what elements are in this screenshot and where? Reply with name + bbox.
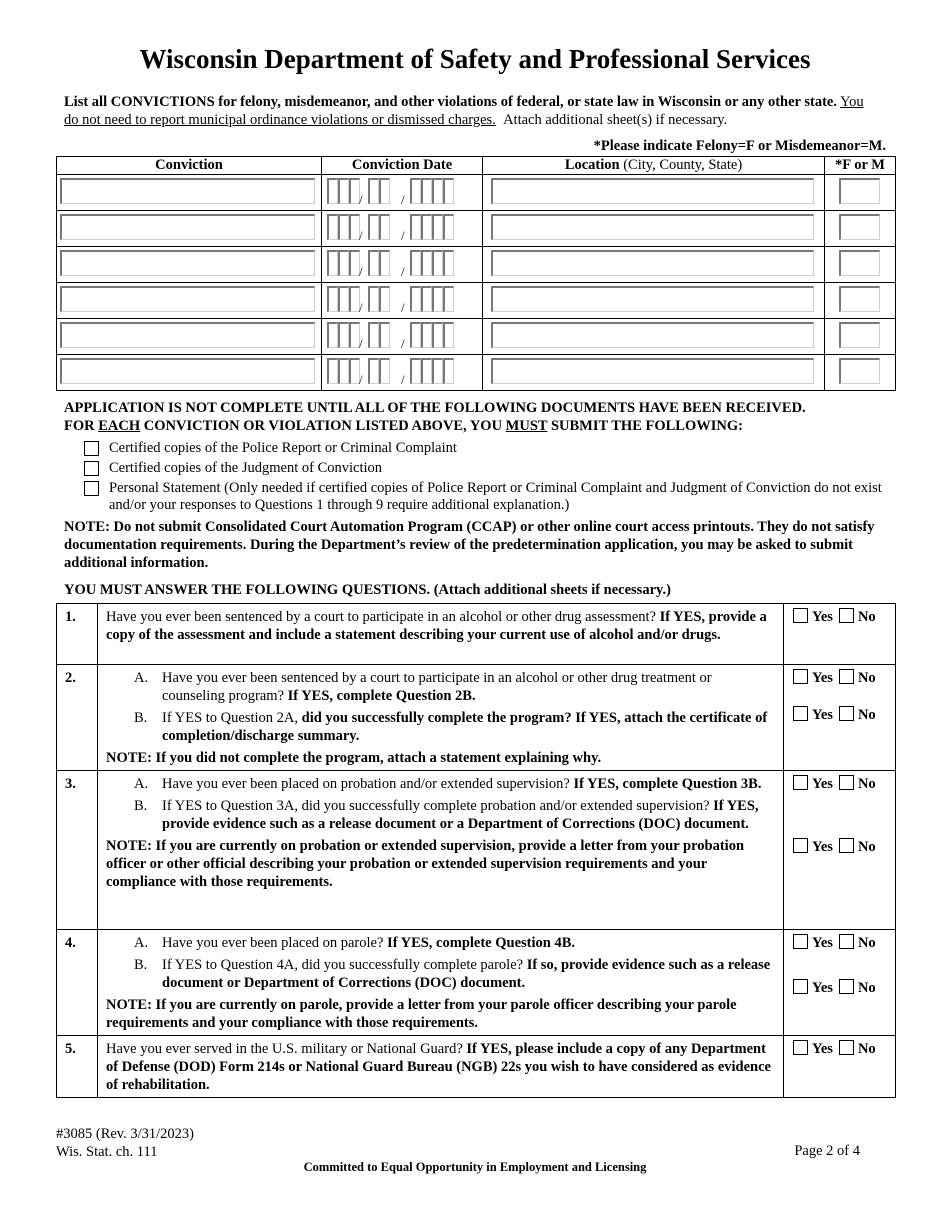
q4a-yes-no	[793, 934, 895, 952]
date-digit-box[interactable]	[410, 358, 421, 384]
intro-bold-text: List all CONVICTIONS for felony, misdemeanor, and other violations of federal, or state law in Wisconsin or any other state.	[64, 94, 837, 110]
question-4a	[106, 934, 775, 952]
date-digit-box[interactable]	[421, 250, 432, 276]
req-text-middle: CONVICTION OR VIOLATION LISTED ABOVE, YOU	[140, 418, 506, 434]
checklist-label: Personal Statement (Only needed if certified copies of Police Report or Criminal Complaint and Judgment of Conviction do not exist and/or your responses to Questions 1 through 9 require additional explanation.)	[109, 480, 882, 513]
conviction-date-cell	[322, 355, 483, 391]
q2a-no-checkbox[interactable]	[839, 669, 854, 684]
date-digit-box[interactable]	[410, 214, 421, 240]
date-separator: /	[401, 300, 405, 315]
question-3a	[106, 775, 775, 793]
date-separator: /	[359, 264, 363, 279]
question-1-text: Have you ever been sentenced by a court to participate in an alcohol or other drug assessment?	[106, 609, 656, 625]
date-digit-box[interactable]	[421, 322, 432, 348]
date-digit-box[interactable]	[368, 322, 379, 348]
answer-cell	[784, 1036, 896, 1098]
date-digit-box[interactable]	[443, 178, 454, 204]
answer-cell	[784, 604, 896, 665]
q4a-no-checkbox[interactable]	[839, 934, 854, 949]
conviction-date-cell	[322, 247, 483, 283]
conviction-cell	[57, 211, 322, 247]
date-digit-box[interactable]	[327, 358, 338, 384]
yes-label: Yes	[812, 980, 833, 996]
conviction-date-cell	[322, 175, 483, 211]
date-digit-box[interactable]	[443, 286, 454, 312]
conviction-cell	[57, 247, 322, 283]
personal-statement-checkbox[interactable]	[84, 481, 99, 496]
location-input[interactable]	[491, 358, 814, 384]
q2b-yes-checkbox[interactable]	[793, 706, 808, 721]
question-text	[98, 771, 784, 930]
conviction-input[interactable]	[60, 358, 315, 384]
conviction-row	[57, 211, 896, 247]
sub-letter: A.	[134, 670, 149, 686]
no-label: No	[857, 935, 876, 951]
q3b-no-checkbox[interactable]	[839, 838, 854, 853]
conviction-date-input	[324, 322, 480, 351]
conviction-input[interactable]	[60, 178, 315, 204]
date-digit-box[interactable]	[327, 214, 338, 240]
intro-underlined-text: You do not need to report municipal ordinance violations or dismissed charges.	[64, 94, 864, 128]
felony-misdemeanor-input[interactable]	[839, 250, 880, 276]
questions-table	[56, 603, 896, 1098]
judgment-checkbox[interactable]	[84, 461, 99, 476]
conviction-date-input	[324, 358, 480, 387]
date-digit-box[interactable]	[443, 322, 454, 348]
q3a-yes-no	[793, 775, 895, 793]
date-digit-box[interactable]	[410, 322, 421, 348]
date-digit-box[interactable]	[443, 358, 454, 384]
question-2b-text: If YES to Question 2A,	[162, 710, 298, 726]
no-label: No	[857, 1041, 876, 1057]
felony-misdemeanor-cell	[825, 247, 896, 283]
question-row-4	[57, 930, 896, 1036]
date-digit-box[interactable]	[432, 178, 443, 204]
conviction-date-cell	[322, 211, 483, 247]
sub-letter: B.	[134, 957, 148, 973]
q5-yes-checkbox[interactable]	[793, 1040, 808, 1055]
date-separator: /	[359, 372, 363, 387]
q4a-yes-checkbox[interactable]	[793, 934, 808, 949]
question-2b	[106, 709, 775, 745]
sub-letter: A.	[134, 935, 149, 951]
conviction-date-input	[324, 178, 480, 207]
no-label: No	[857, 707, 876, 723]
q5-yes-no	[793, 1040, 895, 1058]
yes-label: Yes	[812, 609, 833, 625]
question-number: 1.	[57, 604, 98, 665]
date-digit-box[interactable]	[368, 250, 379, 276]
no-label: No	[857, 776, 876, 792]
conviction-cell	[57, 175, 322, 211]
date-digit-box[interactable]	[327, 250, 338, 276]
yes-label: Yes	[812, 776, 833, 792]
question-2a-text: Have you ever been sentenced by a court to participate in an alcohol or other drug treatment or counseling program?	[162, 670, 712, 704]
q5-no-checkbox[interactable]	[839, 1040, 854, 1055]
date-digit-box[interactable]	[421, 214, 432, 240]
date-digit-box[interactable]	[379, 322, 390, 348]
checklist-item-judgment	[84, 460, 884, 477]
location-cell	[483, 355, 825, 391]
convictions-header-row	[57, 157, 896, 175]
felony-misdemeanor-cell	[825, 355, 896, 391]
checklist-label: Certified copies of the Police Report or Criminal Complaint	[109, 440, 457, 456]
conviction-input[interactable]	[60, 250, 315, 276]
no-label: No	[857, 670, 876, 686]
date-separator: /	[401, 336, 405, 351]
question-2-note: NOTE: If you did not complete the program, attach a statement explaining why.	[106, 750, 602, 766]
ccap-note: NOTE: Do not submit Consolidated Court Automation Program (CCAP) or other online court access printouts. They do not satisfy documentation requirements. During the Department’s review of the predetermination application, you may be asked to submit additional information.	[64, 519, 875, 571]
checklist-label: Certified copies of the Judgment of Conviction	[109, 460, 383, 476]
felony-misdemeanor-input[interactable]	[839, 322, 880, 348]
date-digit-box[interactable]	[443, 214, 454, 240]
felony-misdemeanor-note: *Please indicate Felony=F or Misdemeanor=M.	[593, 138, 886, 154]
felony-misdemeanor-input[interactable]	[839, 358, 880, 384]
intro-instructions	[64, 93, 874, 129]
location-input[interactable]	[491, 322, 814, 348]
date-digit-box[interactable]	[432, 214, 443, 240]
felony-misdemeanor-cell	[825, 175, 896, 211]
conviction-cell	[57, 319, 322, 355]
answer-cell	[784, 665, 896, 771]
yes-label: Yes	[812, 839, 833, 855]
date-separator: /	[359, 300, 363, 315]
no-label: No	[857, 980, 876, 996]
felony-misdemeanor-input[interactable]	[839, 214, 880, 240]
q2a-yes-checkbox[interactable]	[793, 669, 808, 684]
footer-form-info	[56, 1125, 194, 1161]
required-documents-line1: APPLICATION IS NOT COMPLETE UNTIL ALL OF THE FOLLOWING DOCUMENTS HAVE BEEN RECEIVED.	[64, 400, 806, 416]
req-text-must: MUST	[505, 418, 548, 434]
date-digit-box[interactable]	[379, 250, 390, 276]
date-digit-box[interactable]	[432, 286, 443, 312]
date-digit-box[interactable]	[432, 250, 443, 276]
location-cell	[483, 283, 825, 319]
col-header-felony-or-misdemeanor: *F or M	[825, 157, 896, 175]
question-text	[98, 665, 784, 771]
question-4a-instruction: If YES, complete Question 4B.	[387, 935, 576, 951]
form-number: #3085 (Rev. 3/31/2023)	[56, 1126, 195, 1142]
q4b-yes-no	[793, 979, 895, 997]
sub-letter: A.	[134, 776, 149, 792]
date-digit-box[interactable]	[410, 178, 421, 204]
question-row-5	[57, 1036, 896, 1098]
question-3b	[106, 797, 775, 833]
date-digit-box[interactable]	[421, 358, 432, 384]
q3a-no-checkbox[interactable]	[839, 775, 854, 790]
req-text-each: EACH	[98, 418, 141, 434]
no-label: No	[857, 839, 876, 855]
conviction-input[interactable]	[60, 214, 315, 240]
conviction-row	[57, 355, 896, 391]
conviction-date-cell	[322, 319, 483, 355]
question-text	[98, 930, 784, 1036]
location-cell	[483, 211, 825, 247]
date-digit-box[interactable]	[443, 250, 454, 276]
q2a-yes-no	[793, 669, 895, 687]
date-separator: /	[359, 336, 363, 351]
conviction-input[interactable]	[60, 322, 315, 348]
checklist-item-personal-statement	[84, 480, 884, 514]
date-digit-box[interactable]	[338, 286, 349, 312]
yes-label: Yes	[812, 1041, 833, 1057]
required-documents-line2	[64, 417, 884, 435]
yes-label: Yes	[812, 670, 833, 686]
location-header-plain: (City, County, State)	[623, 157, 743, 173]
checklist-item-police-report	[84, 440, 884, 457]
date-separator: /	[401, 372, 405, 387]
date-digit-box[interactable]	[327, 322, 338, 348]
conviction-cell	[57, 355, 322, 391]
conviction-date-input	[324, 250, 480, 279]
question-4b-instruction: If so, provide evidence such as a release document or Department of Corrections (DOC) document.	[162, 957, 771, 991]
date-digit-box[interactable]	[338, 322, 349, 348]
q4b-no-checkbox[interactable]	[839, 979, 854, 994]
date-digit-box[interactable]	[368, 178, 379, 204]
date-digit-box[interactable]	[432, 358, 443, 384]
q4b-yes-checkbox[interactable]	[793, 979, 808, 994]
conviction-row	[57, 175, 896, 211]
q3b-yes-no	[793, 838, 895, 856]
conviction-row	[57, 283, 896, 319]
conviction-input[interactable]	[60, 286, 315, 312]
question-number: 4.	[57, 930, 98, 1036]
q2b-no-checkbox[interactable]	[839, 706, 854, 721]
question-5-text: Have you ever served in the U.S. military or National Guard?	[106, 1041, 463, 1057]
date-digit-box[interactable]	[338, 250, 349, 276]
conviction-date-cell	[322, 283, 483, 319]
q1-yes-checkbox[interactable]	[793, 608, 808, 623]
question-4-note: NOTE: If you are currently on parole, provide a letter from your parole officer describing your parole requirements and your compliance with those requirements.	[106, 997, 737, 1031]
date-digit-box[interactable]	[368, 358, 379, 384]
q1-no-checkbox[interactable]	[839, 608, 854, 623]
question-row-3	[57, 771, 896, 930]
question-text	[98, 604, 784, 665]
sub-letter: B.	[134, 798, 148, 814]
felony-misdemeanor-input[interactable]	[839, 286, 880, 312]
question-2a	[106, 669, 775, 705]
date-digit-box[interactable]	[432, 322, 443, 348]
question-4b	[106, 956, 775, 992]
question-4a-text: Have you ever been placed on parole?	[162, 935, 384, 951]
felony-misdemeanor-input[interactable]	[839, 178, 880, 204]
date-separator: /	[401, 264, 405, 279]
question-3a-text: Have you ever been placed on probation and/or extended supervision?	[162, 776, 570, 792]
col-header-location	[483, 157, 825, 175]
question-5-instruction: If YES, please include a copy of any Department of Defense (DOD) Form 214s or National Guard Bureau (NGB) 22s you wish to have considered as evidence of rehabilitation.	[106, 1041, 771, 1093]
date-digit-box[interactable]	[379, 178, 390, 204]
date-digit-box[interactable]	[368, 286, 379, 312]
col-header-conviction-date: Conviction Date	[322, 157, 483, 175]
question-number: 3.	[57, 771, 98, 930]
question-row-2	[57, 665, 896, 771]
col-header-conviction: Conviction	[57, 157, 322, 175]
date-digit-box[interactable]	[338, 178, 349, 204]
date-digit-box[interactable]	[410, 250, 421, 276]
question-3b-instruction: If YES, provide evidence such as a release document or a Department of Corrections (DOC) document.	[162, 798, 759, 832]
date-separator: /	[401, 192, 405, 207]
q1-yes-no	[793, 608, 895, 626]
question-2a-instruction: If YES, complete Question 2B.	[287, 688, 476, 704]
conviction-date-input	[324, 214, 480, 243]
required-documents-checklist	[84, 440, 884, 517]
date-separator: /	[359, 192, 363, 207]
req-text-for: FOR	[64, 418, 99, 434]
location-cell	[483, 247, 825, 283]
page-title: Wisconsin Department of Safety and Professional Services	[139, 44, 811, 74]
yes-label: Yes	[812, 707, 833, 723]
questions-heading: YOU MUST ANSWER THE FOLLOWING QUESTIONS. (Attach additional sheets if necessary.)	[64, 582, 671, 598]
location-cell	[483, 319, 825, 355]
date-digit-box[interactable]	[338, 358, 349, 384]
question-1-instruction: If YES, provide a copy of the assessment and include a statement describing your current use of alcohol and/or drugs.	[106, 609, 767, 643]
location-input[interactable]	[491, 178, 814, 204]
q2b-yes-no	[793, 706, 895, 724]
date-digit-box[interactable]	[421, 286, 432, 312]
statute-reference: Wis. Stat. ch. 111	[56, 1144, 158, 1160]
question-row-1	[57, 604, 896, 665]
conviction-row	[57, 319, 896, 355]
q3b-yes-checkbox[interactable]	[793, 838, 808, 853]
date-digit-box[interactable]	[379, 214, 390, 240]
location-input[interactable]	[491, 250, 814, 276]
sub-letter: B.	[134, 710, 148, 726]
question-4b-text: If YES to Question 4A, did you successfully complete parole?	[162, 957, 524, 973]
date-separator: /	[401, 228, 405, 243]
question-3-note: NOTE: If you are currently on probation or extended supervision, provide a letter from your probation officer or other official describing your probation or extended supervision requirements and your compliance with those requirements.	[106, 838, 745, 890]
date-digit-box[interactable]	[379, 358, 390, 384]
felony-misdemeanor-cell	[825, 283, 896, 319]
date-digit-box[interactable]	[327, 286, 338, 312]
answer-cell	[784, 930, 896, 1036]
question-3a-instruction: If YES, complete Question 3B.	[573, 776, 762, 792]
question-3b-text: If YES to Question 3A, did you successfully complete probation and/or extended supervision?	[162, 798, 710, 814]
req-text-end: SUBMIT THE FOLLOWING:	[547, 418, 743, 434]
question-number: 2.	[57, 665, 98, 771]
date-digit-box[interactable]	[368, 214, 379, 240]
date-digit-box[interactable]	[327, 178, 338, 204]
date-digit-box[interactable]	[338, 214, 349, 240]
convictions-table	[56, 156, 896, 391]
conviction-cell	[57, 283, 322, 319]
no-label: No	[857, 609, 876, 625]
required-documents-heading	[64, 399, 884, 435]
date-digit-box[interactable]	[421, 178, 432, 204]
location-input[interactable]	[491, 214, 814, 240]
page-number: Page 2 of 4	[794, 1143, 860, 1159]
location-cell	[483, 175, 825, 211]
question-2b-instruction: did you successfully complete the program? If YES, attach the certificate of completion/discharge summary.	[162, 710, 768, 744]
q3a-yes-checkbox[interactable]	[793, 775, 808, 790]
location-header-bold: Location	[564, 157, 620, 173]
equal-opportunity-statement: Committed to Equal Opportunity in Employment and Licensing	[303, 1160, 647, 1174]
felony-misdemeanor-cell	[825, 211, 896, 247]
question-number: 5.	[57, 1036, 98, 1098]
felony-misdemeanor-cell	[825, 319, 896, 355]
location-input[interactable]	[491, 286, 814, 312]
intro-plain-text: Attach additional sheet(s) if necessary.	[503, 112, 728, 128]
conviction-row	[57, 247, 896, 283]
answer-cell	[784, 771, 896, 930]
yes-label: Yes	[812, 935, 833, 951]
police-report-checkbox[interactable]	[84, 441, 99, 456]
date-digit-box[interactable]	[379, 286, 390, 312]
conviction-date-input	[324, 286, 480, 315]
date-digit-box[interactable]	[410, 286, 421, 312]
date-separator: /	[359, 228, 363, 243]
question-text	[98, 1036, 784, 1098]
